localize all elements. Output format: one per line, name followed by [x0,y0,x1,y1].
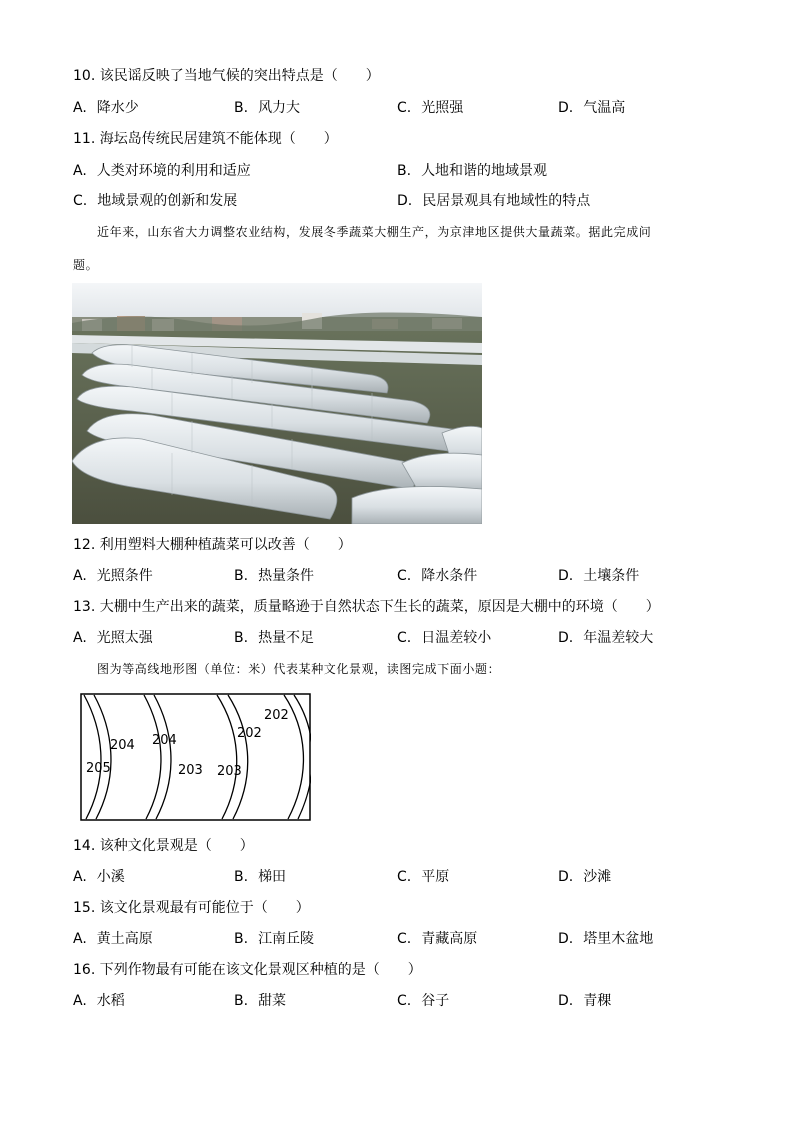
option-key: C. [397,931,412,947]
option-text: 气温高 [583,100,626,116]
option-key: C. [397,630,412,646]
option-text: 谷子 [421,993,450,1009]
option-13d[interactable] [558,628,653,648]
option-text: 地域景观的创新和发展 [97,193,238,209]
option-13b[interactable] [234,628,314,648]
option-11d[interactable] [397,191,590,211]
option-text: 光照太强 [96,630,153,646]
option-12c[interactable] [397,566,477,586]
greenhouse-photo [72,283,482,524]
option-key: A. [73,993,87,1009]
option-11b[interactable] [397,161,547,181]
option-key: C. [397,869,412,885]
contour-label-204b: 204 [152,733,177,748]
passage-greenhouse-line1 [73,222,723,242]
option-key: A. [73,931,87,947]
question-14-stem: 14. 该种文化景观是（ ） [73,838,254,854]
option-text: 人类对环境的利用和适应 [96,163,251,179]
option-text: 热量条件 [258,568,315,584]
option-key: A. [73,869,87,885]
option-11c[interactable] [73,191,237,211]
question-16-stem: 16. 下列作物最有可能在该文化景观区种植的是（ ） [73,962,422,978]
option-key: C. [397,993,412,1009]
option-key: C. [397,100,412,116]
option-15c[interactable] [397,929,477,949]
option-key: D. [397,193,413,209]
question-12-stem: 12. 利用塑料大棚种植蔬菜可以改善（ ） [73,537,352,553]
option-key: D. [558,869,574,885]
option-text: 青藏高原 [421,931,478,947]
option-16d[interactable] [558,991,611,1011]
option-text: 风力大 [258,100,301,116]
option-14b[interactable] [234,867,286,887]
option-key: D. [558,100,574,116]
option-10d[interactable] [558,98,625,118]
option-text: 青稞 [583,993,612,1009]
option-key: B. [234,630,249,646]
contour-label-202b: 202 [264,708,289,723]
option-text: 沙滩 [583,869,612,885]
question-13-stem: 13. 大棚中生产出来的蔬菜，质量略逊于自然状态下生长的蔬菜，原因是大棚中的环境（ ） [73,599,660,615]
option-11a[interactable] [73,161,251,181]
option-12d[interactable] [558,566,639,586]
option-key: A. [73,163,87,179]
question-15-stem: 15. 该文化景观最有可能位于（ ） [73,900,310,916]
option-key: D. [558,568,574,584]
option-text: 平原 [421,869,450,885]
option-text: 人地和谐的地域景观 [421,163,548,179]
option-12b[interactable] [234,566,314,586]
option-15b[interactable] [234,929,314,949]
option-key: B. [234,869,249,885]
option-key: A. [73,568,87,584]
option-key: B. [397,163,412,179]
option-10a[interactable] [73,98,139,118]
option-text: 甜菜 [258,993,287,1009]
option-text: 小溪 [96,869,125,885]
option-text: 黄土高原 [96,931,153,947]
option-text: 塔里木盆地 [583,931,654,947]
option-12a[interactable] [73,566,153,586]
option-14c[interactable] [397,867,449,887]
contour-map [80,693,311,821]
option-text: 年温差较大 [583,630,654,646]
contour-label-204a: 204 [110,738,135,753]
option-text: 降水条件 [421,568,478,584]
option-text: 江南丘陵 [258,931,315,947]
option-16a[interactable] [73,991,125,1011]
contour-label-205: 205 [86,761,111,776]
contour-label-203a: 203 [178,763,203,778]
contour-label-203b: 203 [217,764,242,779]
option-10b[interactable] [234,98,300,118]
option-key: B. [234,993,249,1009]
option-15d[interactable] [558,929,653,949]
passage-contour [73,659,723,679]
question-11-stem: 11. 海坛岛传统民居建筑不能体现（ ） [73,131,338,147]
question-10-stem: 10. 该民谣反映了当地气候的突出特点是（ ） [73,68,380,84]
option-14a[interactable] [73,867,125,887]
option-16b[interactable] [234,991,286,1011]
option-text: 水稻 [96,993,125,1009]
option-text: 降水少 [96,100,139,116]
option-14d[interactable] [558,867,611,887]
passage-text: 图为等高线地形图（单位：米）代表某种文化景观，读图完成下面小题： [97,662,501,676]
option-text: 日温差较小 [421,630,492,646]
option-key: C. [73,193,88,209]
option-text: 梯田 [258,869,287,885]
option-key: D. [558,931,574,947]
option-16c[interactable] [397,991,449,1011]
option-15a[interactable] [73,929,153,949]
option-key: B. [234,568,249,584]
option-key: A. [73,100,87,116]
option-text: 民居景观具有地域性的特点 [422,193,591,209]
option-text: 热量不足 [258,630,315,646]
option-13a[interactable] [73,628,153,648]
option-key: D. [558,993,574,1009]
passage-text: 近年来，山东省大力调整农业结构，发展冬季蔬菜大棚生产，为京津地区提供大量蔬菜。据此完成问 [97,225,652,239]
option-key: A. [73,630,87,646]
passage-greenhouse-line2: 题。 [73,258,99,272]
option-key: B. [234,931,249,947]
option-text: 土壤条件 [583,568,640,584]
option-key: D. [558,630,574,646]
contour-label-202a: 202 [237,726,262,741]
option-13c[interactable] [397,628,491,648]
option-text: 光照条件 [96,568,153,584]
option-key: B. [234,100,249,116]
option-key: C. [397,568,412,584]
option-text: 光照强 [421,100,464,116]
option-10c[interactable] [397,98,463,118]
